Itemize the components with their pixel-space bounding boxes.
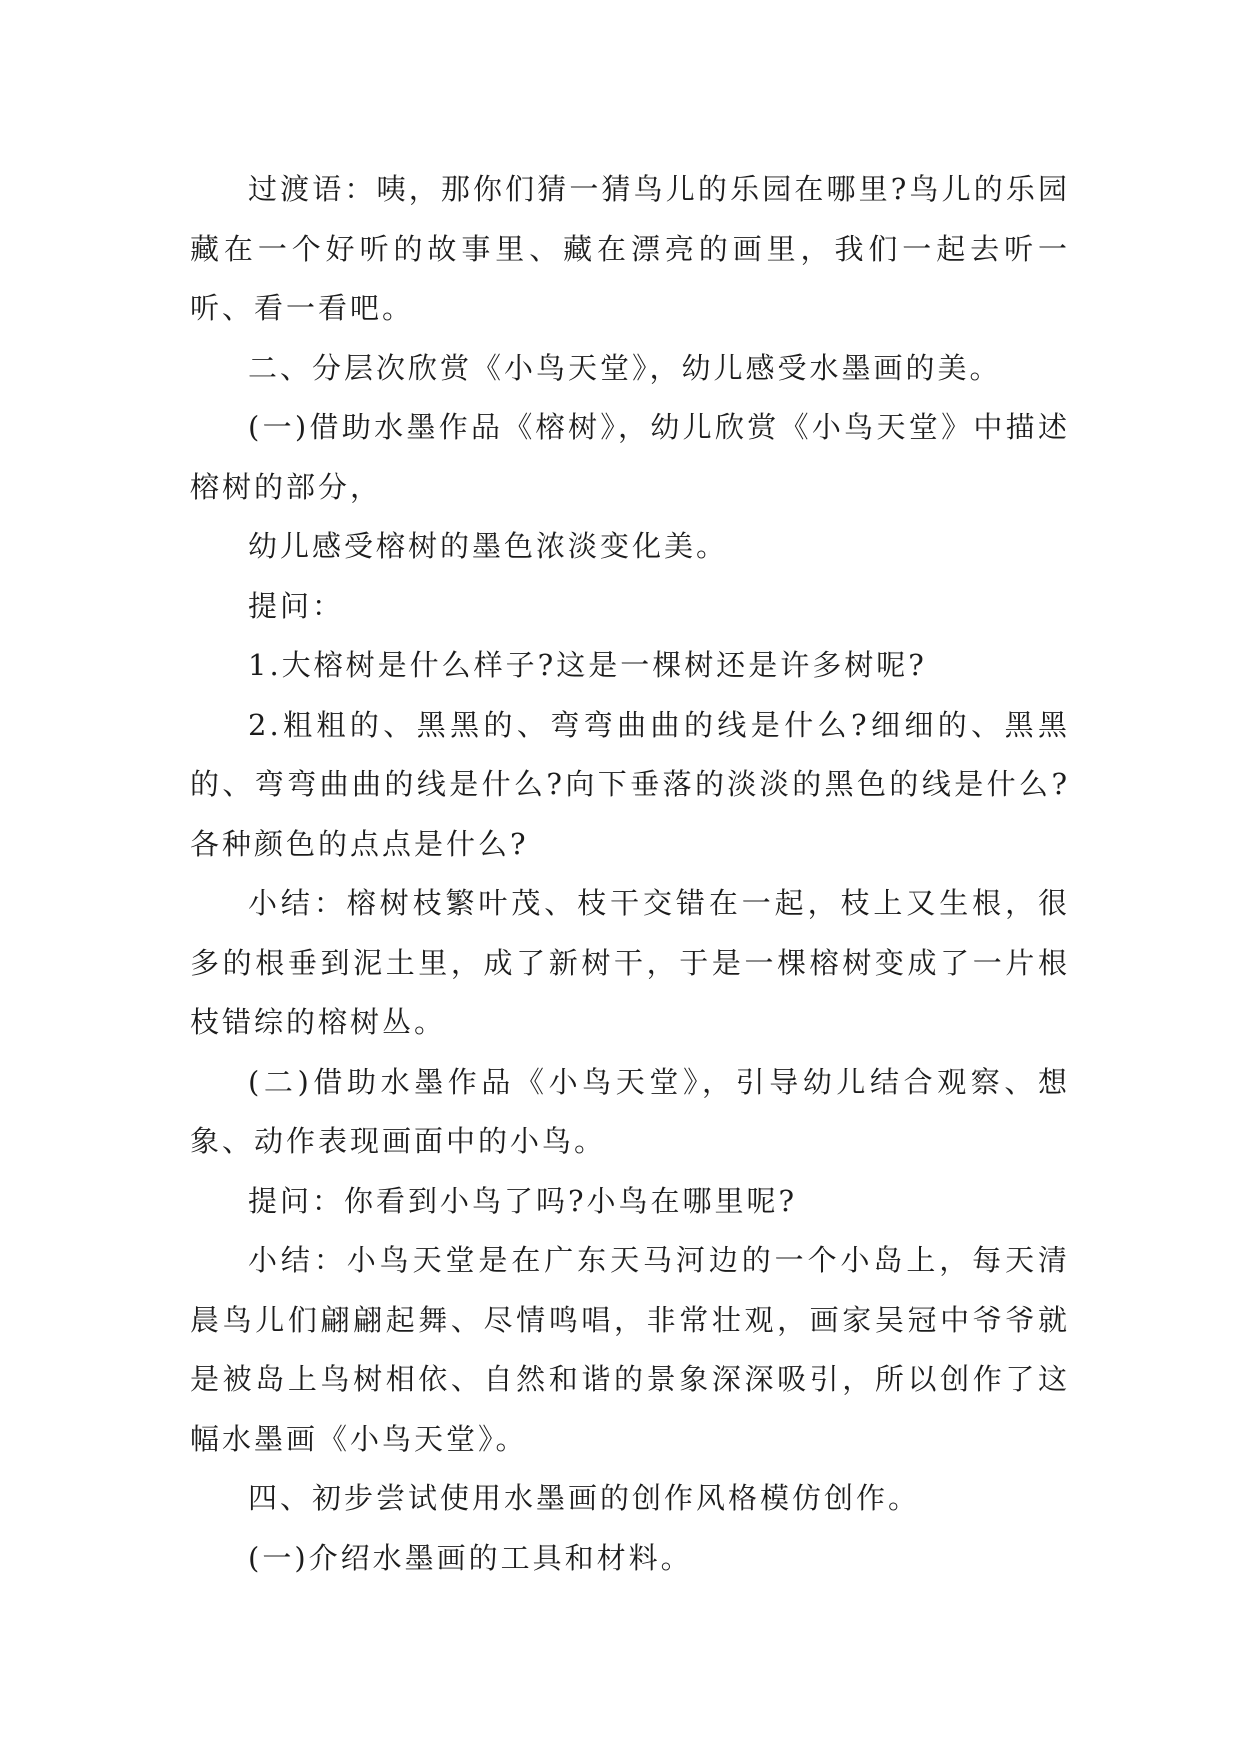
paragraph-section-two-heading: 二、分层次欣赏《小鸟天堂》，幼儿感受水墨画的美。: [248, 350, 1002, 385]
document-page: [190, 160, 1070, 1588]
paragraph-question-birds: 提问：你看到小鸟了吗?小鸟在哪里呢?: [248, 1183, 798, 1218]
paragraph-summary-banyan: 小结：榕树枝繁叶茂、枝干交错在一起，枝上又生根，很多的根垂到泥土里，成了新树干，于是一棵榕树变成了一片根枝错综的榕树丛。: [190, 886, 1070, 1039]
paragraph-summary-bird-paradise: 小结：小鸟天堂是在广东天马河边的一个小岛上，每天清晨鸟儿们翩翩起舞、尽情鸣唱，非常壮观，画家吴冠中爷爷就是被岛上鸟树相依、自然和谐的景象深深吸引，所以创作了这幅水墨画《小鸟天堂》。: [190, 1243, 1070, 1456]
paragraph-section-four-heading: 四、初步尝试使用水墨画的创作风格模仿创作。: [248, 1481, 921, 1515]
paragraph-subsection-one: (一)借助水墨作品《榕树》，幼儿欣赏《小鸟天堂》中描述榕树的部分，: [190, 410, 1070, 504]
paragraph-subsection-two: (二)借助水墨作品《小鸟天堂》，引导幼儿结合观察、想象、动作表现画面中的小鸟。: [190, 1064, 1070, 1158]
paragraph-question-1: 1.大榕树是什么样子?这是一棵树还是许多树呢?: [248, 648, 927, 682]
paragraph-tools-materials: (一)介绍水墨画的工具和材料。: [248, 1540, 693, 1575]
paragraph-transition: 过渡语：咦，那你们猜一猜鸟儿的乐园在哪里?鸟儿的乐园藏在一个好听的故事里、藏在漂亮的画里，我们一起去听一听、看一看吧。: [190, 172, 1070, 325]
paragraph-question-2: 2.粗粗的、黑黑的、弯弯曲曲的线是什么?细细的、黑黑的、弯弯曲曲的线是什么?向下垂落的淡淡的黑色的线是什么?各种颜色的点点是什么?: [190, 707, 1070, 861]
paragraph-ink-feeling: 幼儿感受榕树的墨色浓淡变化美。: [248, 529, 729, 563]
paragraph-question-label: 提问：: [248, 588, 345, 623]
